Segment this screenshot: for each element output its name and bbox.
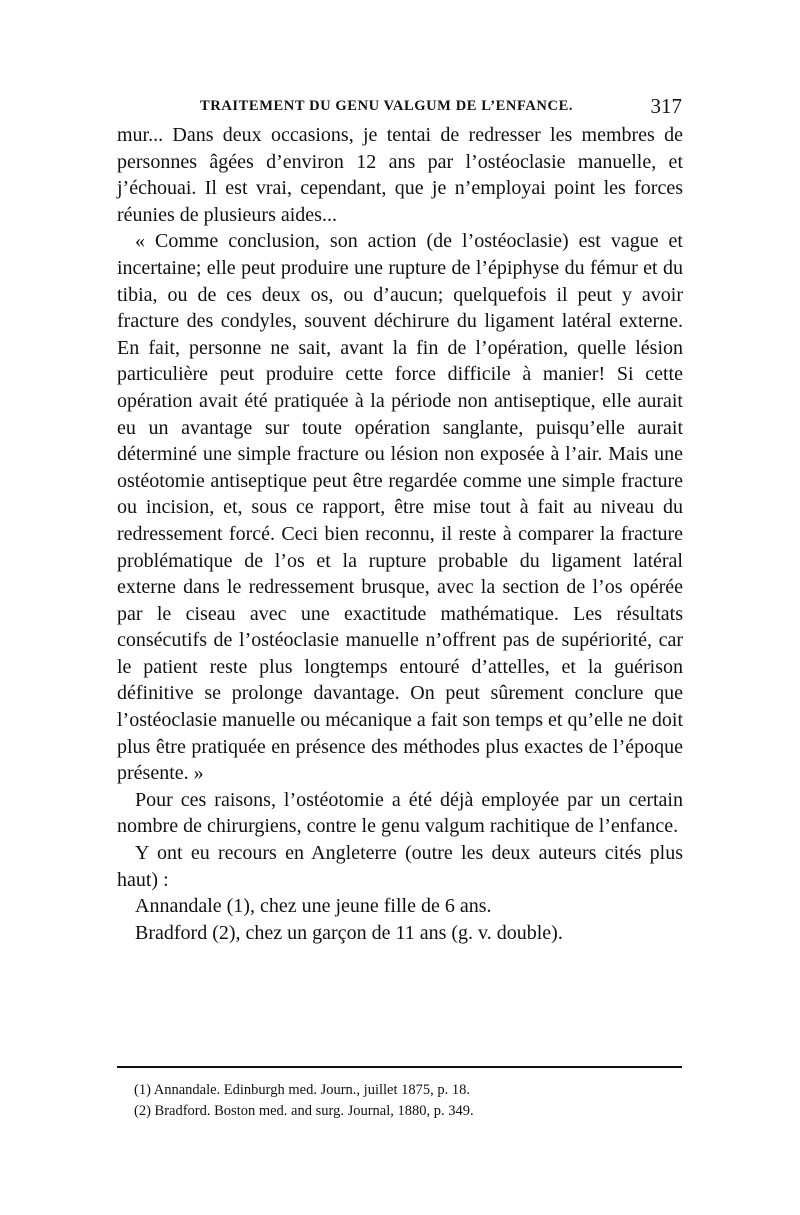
- running-title: TRAITEMENT DU GENU VALGUM DE L’ENFANCE.: [200, 98, 574, 114]
- list-item-bradford: Bradford (2), chez un garçon de 11 ans (g. v. double).: [135, 921, 563, 944]
- page-number: 317: [650, 94, 682, 118]
- footnotes: [134, 1080, 682, 1122]
- list-item-annandale: Annandale (1), chez une jeune fille de 6 ans.: [135, 895, 492, 918]
- main-text: [117, 122, 683, 946]
- footnote-rule: [117, 1066, 682, 1068]
- paragraph-continuation: mur... Dans deux occasions, je tentai de redresser les membres de personnes âgées d’environ 12 ans par l’ostéoclasie manuelle, et j’échouai. Il est vrai, cependant, que je n’employai point les forces réunies de plusieurs aides...: [117, 124, 683, 226]
- footnote-1: (1) Annandale. Edinburgh med. Journ., juillet 1875, p. 18.: [134, 1082, 471, 1098]
- paragraph-quotation: « Comme conclusion, son action (de l’ostéoclasie) est vague et incertaine; elle peut produire une rupture de l’épiphyse du fémur et du tibia, ou de ces deux os, ou d’aucun; quelquefois il peut y avoir fracture des condyles, souvent déchirure du ligament latéral externe. En fait, personne ne sait, avant la fin de l’opération, quelle lésion particulière peut produire cette force difficile à manier! Si cette opération avait été pratiquée à la période non antiseptique, elle aurait eu un avantage sur toute opération sanglante, puisqu’elle aurait déterminé une simple fracture ou lésion non exposée à l’air. Mais une ostéotomie antiseptique peut être regardée comme une simple fracture ou incision, et, sous ce rapport, être mise tout à fait au niveau du redressement forcé. Ceci bien reconnu, il reste à comparer la fracture problématique de l’os et la rupture probable du ligament latéral externe dans le redressement brusque, avec la section de l’os opérée par le ciseau avec une exactitude mathématique. Les résultats consécutifs de l’ostéoclasie manuelle n’offrent pas de supériorité, car le patient reste plus longtemps entouré d’attelles, et la guérison définitive se prolonge davantage. On peut sûrement conclure que l’ostéoclasie manuelle ou mécanique a fait son temps et qu’elle ne doit plus être pratiquée en présence des méthodes plus exactes de l’époque présente. »: [117, 230, 683, 785]
- paragraph-osteotomie: Pour ces raisons, l’ostéotomie a été déjà employée par un certain nombre de chirurgiens, contre le genu valgum rachitique de l’enfance.: [117, 788, 683, 838]
- running-head: [120, 94, 682, 120]
- footnote-2: (2) Bradford. Boston med. and surg. Journal, 1880, p. 349.: [134, 1103, 474, 1119]
- paragraph-angleterre: Y ont eu recours en Angleterre (outre les deux auteurs cités plus haut) :: [117, 842, 683, 891]
